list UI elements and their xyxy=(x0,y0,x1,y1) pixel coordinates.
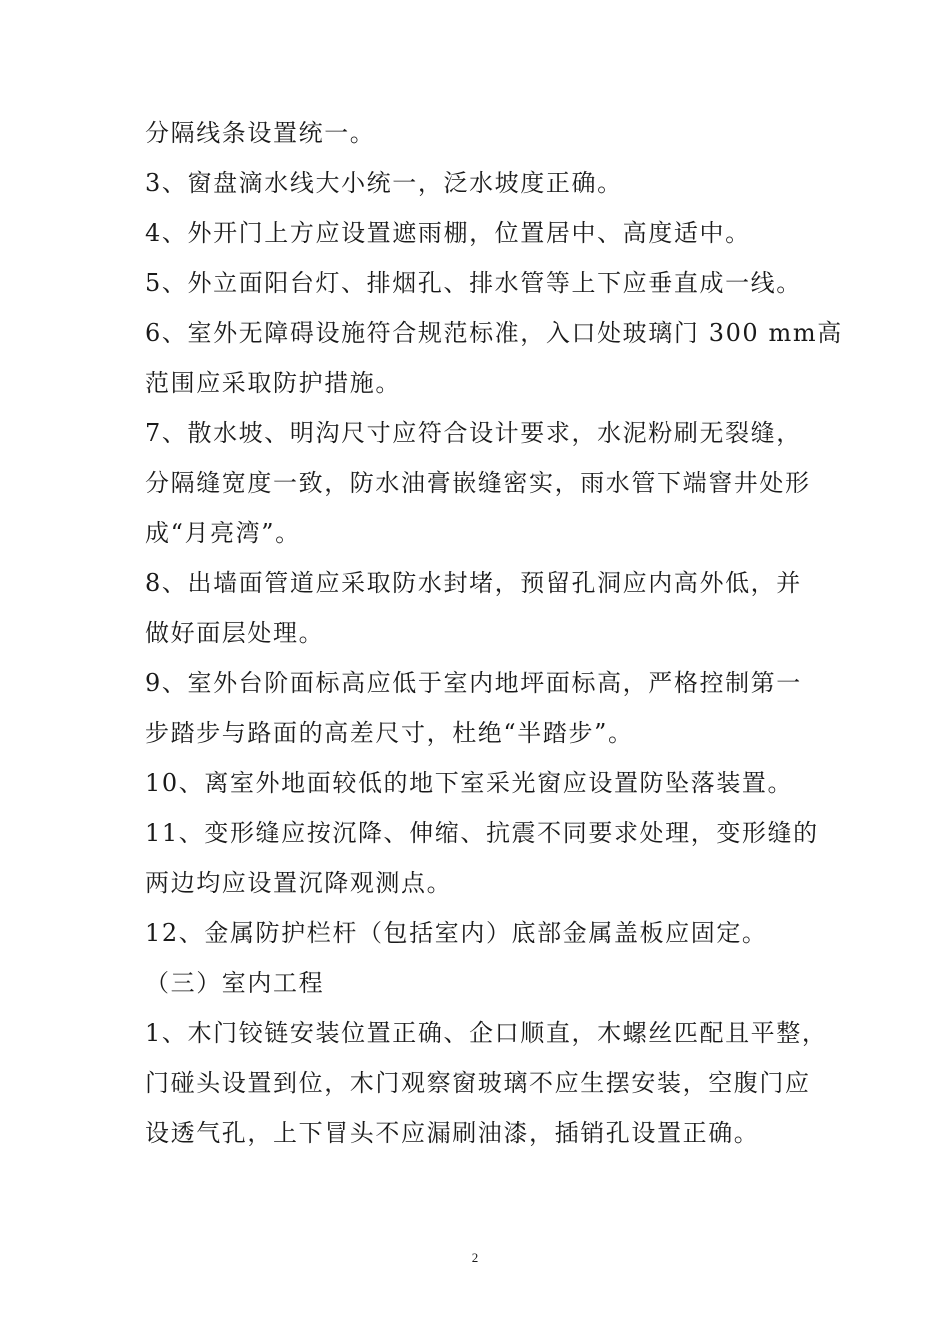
text-line: 5、外立面阳台灯、排烟孔、排水管等上下应垂直成一线。 xyxy=(145,269,802,297)
text-line: 做好面层处理。 xyxy=(145,619,325,647)
text-line: 8、出墙面管道应采取防水封堵，预留孔洞应内高外低，并 xyxy=(145,569,802,597)
text-line: 7、散水坡、明沟尺寸应符合设计要求，水泥粉刷无裂缝， xyxy=(145,419,802,447)
text-line: 范围应采取防护措施。 xyxy=(145,369,401,397)
text-line: 设透气孔，上下冒头不应漏刷油漆，插销孔设置正确。 xyxy=(145,1119,760,1147)
text-line: 9、室外台阶面标高应低于室内地坪面标高，严格控制第一 xyxy=(145,669,802,697)
text-line: 10、离室外地面较低的地下室采光窗应设置防坠落装置。 xyxy=(145,769,794,797)
text-line: 分隔线条设置统一。 xyxy=(145,119,376,147)
text-line: 门碰头设置到位，木门观察窗玻璃不应生摆安装，空腹门应 xyxy=(145,1069,811,1097)
text-line: 分隔缝宽度一致，防水油膏嵌缝密实，雨水管下端窨井处形 xyxy=(145,469,811,497)
text-line: 11、变形缝应按沉降、伸缩、抗震不同要求处理，变形缝的 xyxy=(145,819,819,847)
text-line: 4、外开门上方应设置遮雨棚，位置居中、高度适中。 xyxy=(145,219,751,247)
section-heading: （三）室内工程 xyxy=(145,969,325,997)
text-line: 两边均应设置沉降观测点。 xyxy=(145,869,453,897)
text-line: 1、木门铰链安装位置正确、企口顺直，木螺丝匹配且平整， xyxy=(145,1019,828,1047)
text-line: 步踏步与路面的高差尺寸，杜绝“半踏步”。 xyxy=(145,719,634,747)
text-line: 6、室外无障碍设施符合规范标准，入口处玻璃门 300 mm高 xyxy=(145,319,843,347)
text-line: 12、金属防护栏杆（包括室内）底部金属盖板应固定。 xyxy=(145,919,768,947)
text-line: 成“月亮湾”。 xyxy=(145,519,301,547)
text-line: 3、窗盘滴水线大小统一，泛水坡度正确。 xyxy=(145,169,623,197)
page-number: 2 xyxy=(471,1250,479,1265)
